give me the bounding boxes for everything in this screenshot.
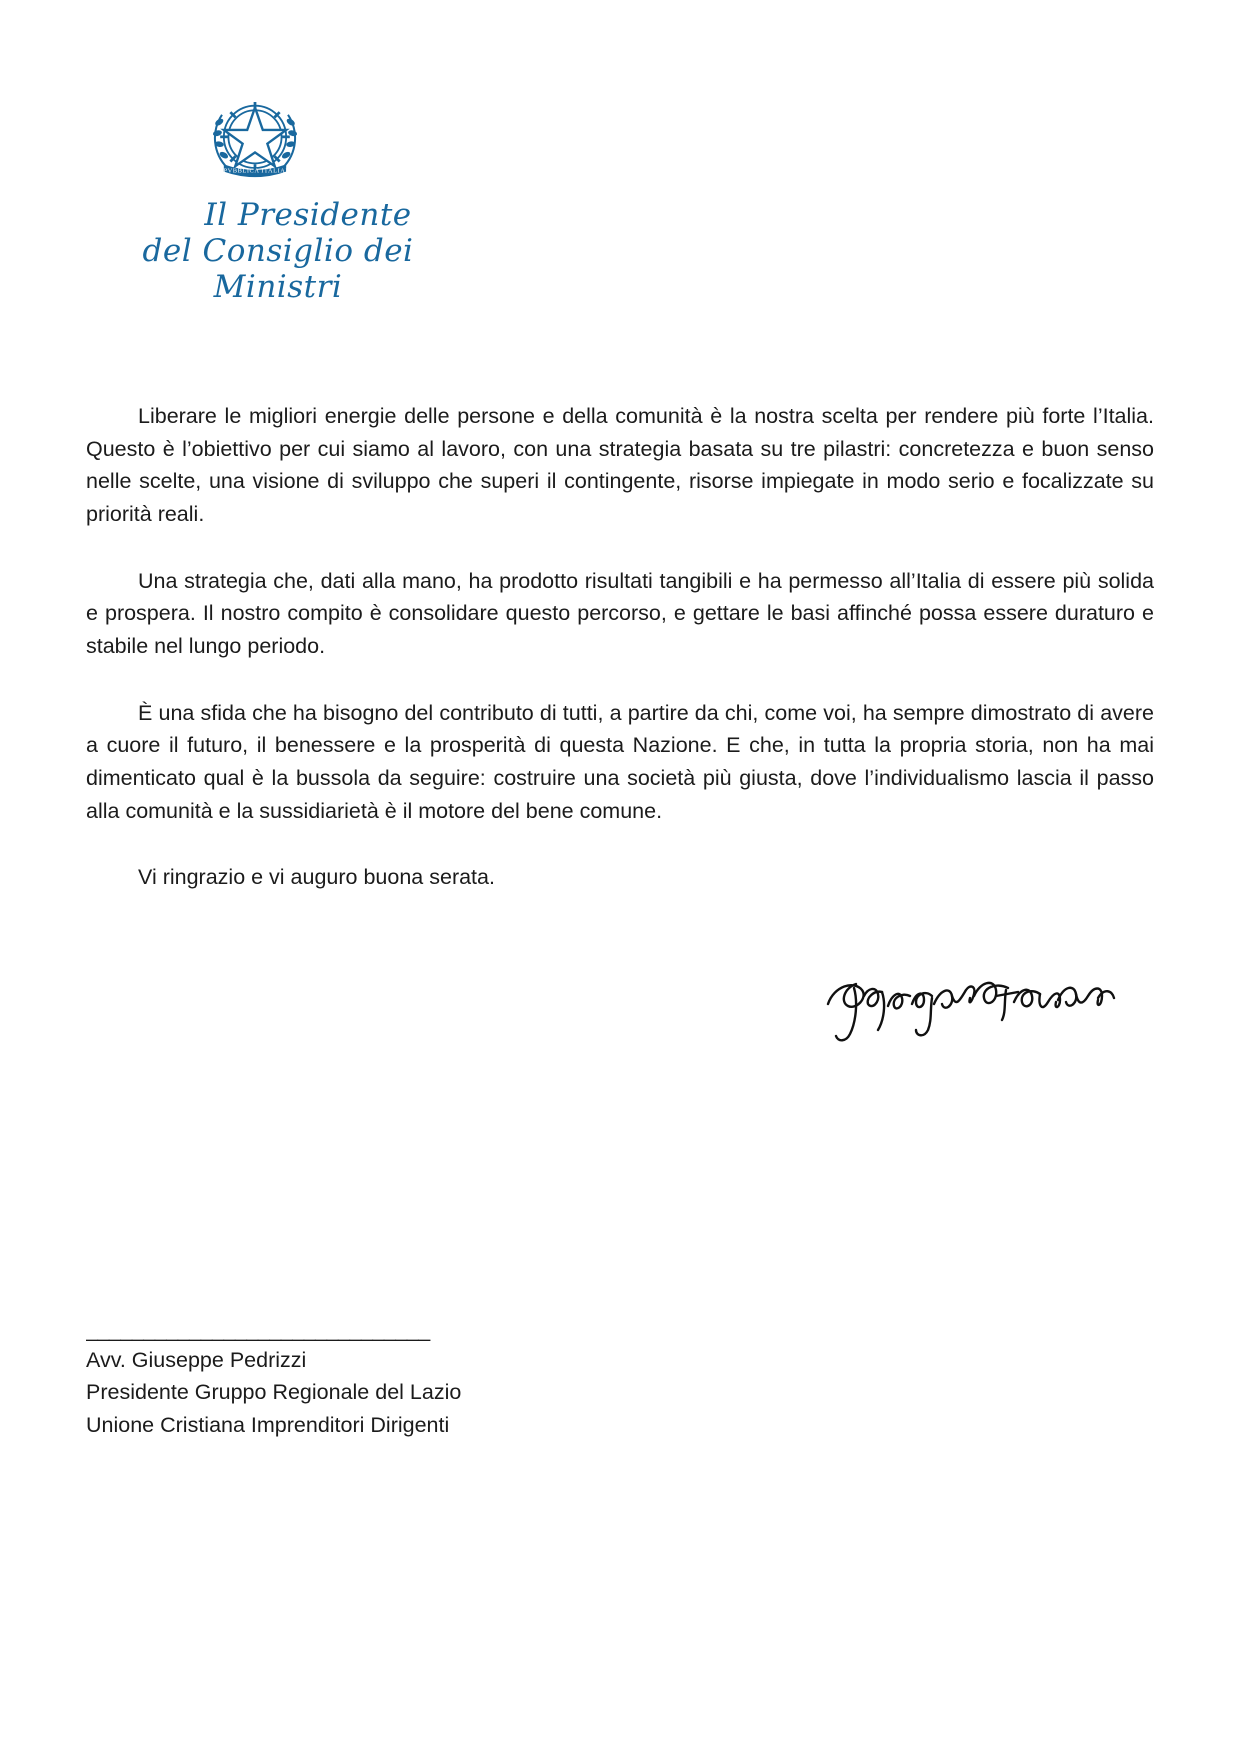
addressee-name: Avv. Giuseppe Pedrizzi (86, 1348, 307, 1372)
letter-body (86, 400, 1154, 894)
addressee-role: Presidente Gruppo Regionale del Lazio (86, 1380, 462, 1405)
letter-paragraph: È una sfida che ha bisogno del contributo di tutti, a partire da chi, come voi, ha sempre dimostrato di avere a cuore il futuro, il benessere e la prosperità di questa Nazione. E che, in tutta la propria storia, non ha mai dimenticato qual è la bussola da seguire: costruire una società più giusta, dove l’individualismo lascia il passo alla comunità e la sussidiarietà è il motore del bene comune. (86, 700, 1154, 823)
letter-paragraph: Liberare le migliori energie delle persone e della comunità è la nostra scelta per rendere più forte l’Italia. Questo è l’obiettivo per cui siamo al lavoro, con una strategia basata su tre pilastri: concretezza e buon senso nelle scelte, una visione di sviluppo che superi il contingente, risorse impiegate in modo serio e focalizzate su priorità reali. (86, 404, 1154, 527)
svg-text:REPVBBLICA ITALIANA: REPVBBLICA ITALIANA (214, 167, 296, 175)
addressee-organization: Unione Cristiana Imprenditori Dirigenti (86, 1412, 450, 1437)
handwritten-signature-icon (820, 960, 1120, 1050)
letterhead (88, 80, 648, 306)
emblem-of-italy-icon (200, 80, 310, 190)
letterhead-title-line-1: Il Presidente (204, 197, 412, 233)
letter-paragraph: Una strategia che, dati alla mano, ha prodotto risultati tangibili e ha permesso all’Italia di essere più solida e prospera. Il nostro compito è consolidare questo percorso, e gettare le basi affinché possa essere duraturo e stabile nel lungo periodo. (86, 568, 1154, 659)
signature (820, 960, 1120, 1050)
letter-paragraph: Vi ringrazio e vi auguro buona serata. (138, 865, 495, 890)
addressee-block (86, 1320, 686, 1441)
letterhead-title (88, 198, 468, 306)
letterhead-title-line-2: del Consiglio dei Ministri (142, 232, 414, 305)
addressee-rule: ______________________________ (86, 1320, 430, 1342)
